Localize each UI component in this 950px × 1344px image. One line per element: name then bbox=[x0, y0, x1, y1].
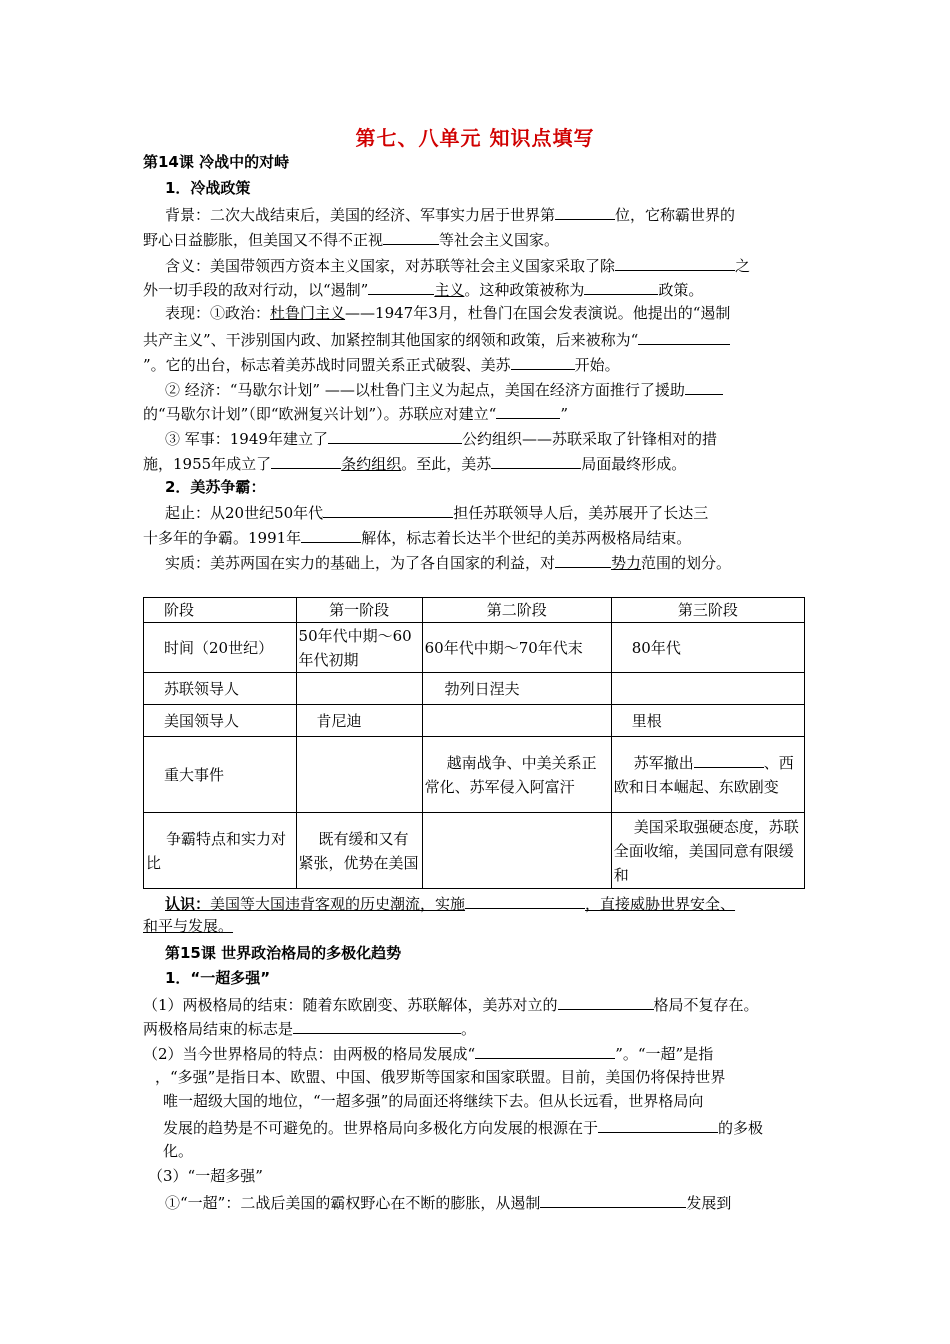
para2-line-2: ，“多强”是指日本、欧盟、中国、俄罗斯等国家和国家联盟。目前，美国仍将保持世界 bbox=[155, 1068, 726, 1086]
para1-line-1: （1）两极格局的结束：随着东欧剧变、苏联解体，美苏对立的 格局不复存在。 bbox=[143, 993, 759, 1015]
cell-events-3: 苏军撤出 、西欧和日本崛起、东欧剧变 bbox=[611, 737, 804, 813]
fill-blank[interactable] bbox=[555, 551, 611, 568]
cell-blank[interactable] bbox=[422, 705, 611, 737]
fill-blank[interactable] bbox=[271, 452, 341, 469]
cell-features-3: 美国采取强硬态度，苏联全面收缩，美国同意有限缓和 bbox=[611, 813, 804, 889]
economy-line-2: 的“马歇尔计划”（即“欧洲复兴计划”）。苏联应对建立“ ” bbox=[143, 402, 568, 424]
cell-blank[interactable] bbox=[422, 813, 611, 889]
performance-line-2: 共产主义”、干涉别国内政、加紧控制其他国家的纲领和政策，后来被称为“ bbox=[143, 328, 730, 350]
row-label-events: 重大事件 bbox=[144, 737, 297, 813]
header-stage-2: 第二阶段 bbox=[422, 598, 611, 623]
fill-blank[interactable] bbox=[465, 892, 585, 909]
cell-time-3: 80年代 bbox=[611, 623, 804, 673]
essence-line: 实质：美苏两国在实力的基础上，为了各自国家的利益，对 势力范围的划分。 bbox=[165, 551, 731, 573]
fill-blank[interactable] bbox=[328, 427, 462, 444]
para2-line-5: 化。 bbox=[163, 1142, 194, 1160]
para2-line-3: 唯一超级大国的地位，“一超多强”的局面还将继续下去。但从长远看，世界格局向 bbox=[163, 1092, 704, 1110]
economy-line-1: ② 经济：“马歇尔计划” ——以杜鲁门主义为起点，美国在经济方面推行了援助 bbox=[165, 378, 723, 400]
table-header-row bbox=[144, 598, 805, 623]
fill-blank[interactable] bbox=[301, 526, 361, 543]
header-stage: 阶段 bbox=[144, 598, 297, 623]
performance-line-3: ”。它的出台，标志着美苏战时同盟关系正式破裂、美苏 开始。 bbox=[143, 353, 620, 375]
header-stage-3: 第三阶段 bbox=[611, 598, 804, 623]
fill-blank[interactable] bbox=[598, 1116, 718, 1133]
cell-time-2: 60年代中期～70年代末 bbox=[422, 623, 611, 673]
fill-blank[interactable] bbox=[383, 228, 439, 245]
row-label-time: 时间（20世纪） bbox=[144, 623, 297, 673]
background-line-2: 野心日益膨胀，但美国又不得不正视 等社会主义国家。 bbox=[143, 228, 559, 250]
cell-us-3: 里根 bbox=[611, 705, 804, 737]
row-label-us-leader: 美国领导人 bbox=[144, 705, 297, 737]
cell-events-2: 越南战争、中美关系正常化、苏军侵入阿富汗 bbox=[422, 737, 611, 813]
fill-blank[interactable] bbox=[685, 378, 723, 395]
cell-time-1: 50年代中期～60年代初期 bbox=[296, 623, 422, 673]
table-row bbox=[144, 705, 805, 737]
page-title: 第七、八单元 知识点填写 bbox=[355, 126, 595, 150]
fill-blank[interactable] bbox=[615, 254, 735, 271]
row-label-soviet-leader: 苏联领导人 bbox=[144, 673, 297, 705]
fill-blank[interactable] bbox=[694, 751, 764, 768]
fill-blank[interactable] bbox=[293, 1017, 461, 1034]
lesson15-heading: 第15课 世界政治格局的多极化趋势 bbox=[165, 944, 402, 962]
table-row bbox=[144, 623, 805, 673]
background-line-1: 背景：二次大战结束后，美国的经济、军事实力居于世界第 位，它称霸世界的 bbox=[165, 203, 735, 225]
fill-blank[interactable] bbox=[475, 1042, 615, 1059]
fill-blank[interactable] bbox=[491, 452, 581, 469]
fill-blank[interactable] bbox=[540, 1191, 686, 1208]
military-line-1: ③ 军事：1949年建立了 公约组织——苏联采取了针锋相对的措 bbox=[165, 427, 717, 449]
fill-blank[interactable] bbox=[638, 328, 730, 345]
performance-line-1: 表现：①政治：杜鲁门主义——1947年3月，杜鲁门在国会发表演说。他提出的“遏制 bbox=[165, 304, 731, 322]
header-stage-1: 第一阶段 bbox=[296, 598, 422, 623]
meaning-line-2: 外一切手段的敌对行动，以“遏制” 主义。这种政策被称为 政策。 bbox=[143, 278, 703, 300]
para3-heading: （3）“一超多强” bbox=[148, 1167, 263, 1185]
cell-us-1: 肯尼迪 bbox=[296, 705, 422, 737]
fill-blank[interactable] bbox=[323, 501, 453, 518]
section-hegemony: 2．美苏争霸： bbox=[165, 478, 266, 496]
cell-blank[interactable] bbox=[296, 673, 422, 705]
table-row bbox=[144, 673, 805, 705]
cell-soviet-2: 勃列日涅夫 bbox=[422, 673, 611, 705]
fill-blank[interactable] bbox=[511, 353, 575, 370]
para2-line-1: （2）当今世界格局的特点：由两极的格局发展成“ ”。“一超”是指 bbox=[143, 1042, 713, 1064]
rise-line-1: 起止：从20世纪50年代 担任苏联领导人后，美苏展开了长达三 bbox=[165, 501, 708, 523]
fill-blank[interactable] bbox=[555, 203, 615, 220]
cell-features-1: 既有缓和又有紧张，优势在美国 bbox=[296, 813, 422, 889]
section-cold-war-policy: 1．冷战政策 bbox=[165, 179, 251, 197]
fill-blank[interactable] bbox=[496, 402, 560, 419]
hegemony-stages-table bbox=[143, 597, 805, 889]
fill-blank[interactable] bbox=[558, 993, 654, 1010]
cell-blank[interactable] bbox=[611, 673, 804, 705]
lesson14-heading: 第14课 冷战中的对峙 bbox=[143, 153, 290, 171]
meaning-line-1: 含义：美国带领西方资本主义国家，对苏联等社会主义国家采取了除 之 bbox=[165, 254, 750, 276]
section-one-super-many-powers: 1．“一超多强” bbox=[165, 969, 271, 987]
fill-blank[interactable] bbox=[584, 278, 658, 295]
military-line-2: 施，1955年成立了 条约组织。至此，美苏 局面最终形成。 bbox=[143, 452, 686, 474]
para1-line-2: 两极格局结束的标志是 。 bbox=[143, 1017, 476, 1039]
cognition-line-1: 认识：美国等大国违背客观的历史潮流，实施 ，直接威胁世界安全、 bbox=[165, 892, 735, 914]
rise-line-2: 十多年的争霸。1991年 解体，标志着长达半个世纪的美苏两极格局结束。 bbox=[143, 526, 691, 548]
table-row bbox=[144, 737, 805, 813]
cognition-line-2: 和平与发展。 bbox=[143, 917, 234, 935]
row-label-features: 争霸特点和实力对比 bbox=[144, 813, 297, 889]
cell-blank[interactable] bbox=[296, 737, 422, 813]
fill-blank[interactable] bbox=[368, 278, 434, 295]
para3-line-1: ①“一超”：二战后美国的霸权野心在不断的膨胀，从遏制 发展到 bbox=[165, 1191, 731, 1213]
table-row bbox=[144, 813, 805, 889]
para2-line-4: 发展的趋势是不可避免的。世界格局向多极化方向发展的根源在于 的多极 bbox=[163, 1116, 763, 1138]
